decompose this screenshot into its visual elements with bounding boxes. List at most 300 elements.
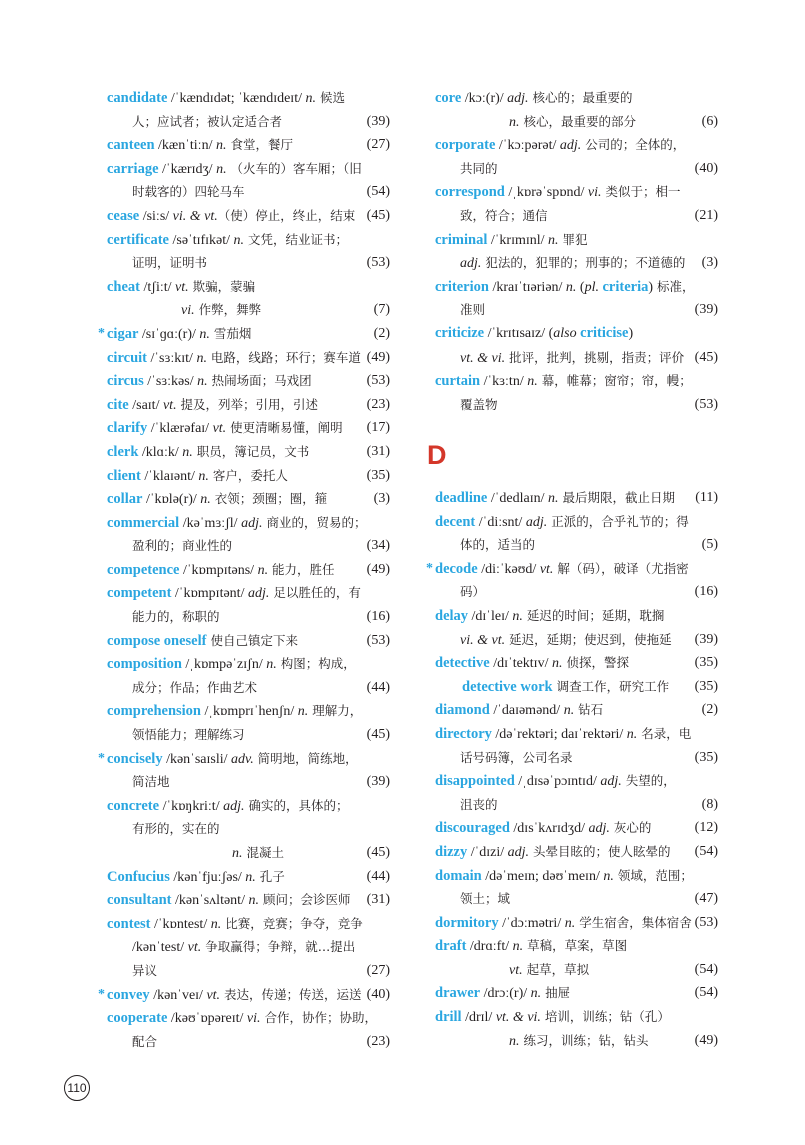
definition: 电路，线路；环行；赛车道 [206, 349, 361, 365]
headword: dizzy [435, 843, 468, 860]
part-of-speech: n. [626, 726, 638, 742]
unit-reference: (40) [694, 160, 718, 176]
headword: cease [107, 207, 140, 224]
headword: circus [107, 373, 144, 390]
entry-line [435, 346, 718, 370]
headword: domain [435, 867, 482, 884]
phonetic: /ˈdiːsnt/ [475, 514, 526, 530]
definition: 成分；作品；作曲艺术 [132, 679, 258, 695]
glossary-entry [435, 934, 718, 981]
entry-line [107, 369, 390, 393]
headword: curtain [435, 373, 481, 390]
part-of-speech: vi. & vt. [172, 208, 218, 224]
entry-line [435, 958, 718, 982]
glossary-entry [107, 511, 390, 558]
headword: commercial [107, 514, 180, 531]
headword: drawer [435, 985, 481, 1002]
part-of-speech: vi. [246, 1011, 261, 1027]
definition: 犯法的，犯罪的；刑事的；不道德的 [481, 255, 686, 271]
glossary-entry [107, 794, 390, 865]
star-marker: * [98, 325, 105, 341]
part-of-speech: adj. [460, 256, 482, 272]
definition: 使更清晰易懂，阐明 [226, 420, 343, 436]
headword: canteen [107, 137, 155, 154]
definition: 表达，传递；传送，运送 [220, 986, 362, 1002]
headword: delay [435, 607, 469, 624]
part-of-speech: n. [512, 608, 523, 624]
entry-line [435, 133, 718, 157]
definition: 能力的，称职的 [132, 609, 220, 625]
headword: concrete [107, 797, 160, 814]
glossary-entry [107, 487, 390, 511]
entry-line [435, 228, 718, 252]
part-of-speech: n. [527, 374, 538, 390]
part-of-speech: vt. [175, 279, 189, 295]
part-of-speech: adj. [247, 586, 270, 602]
glossary-entry [107, 912, 390, 983]
glossary-entry [426, 557, 718, 604]
unit-reference: (45) [366, 845, 390, 860]
headword: clarify [107, 420, 148, 437]
glossary-entry [435, 604, 718, 651]
phonetic: /dɪˈleɪ/ [468, 608, 513, 624]
unit-reference: (45) [694, 349, 718, 365]
glossary-entry [435, 510, 718, 557]
definition: 使自己镇定下来 [206, 632, 298, 648]
part-of-speech: adj. [507, 844, 530, 860]
glossary-entry [107, 629, 390, 653]
part-of-speech: n. [297, 704, 309, 720]
glossary-entry [107, 133, 390, 157]
phonetic: /dɪsˈkʌrɪdʒd/ [509, 821, 589, 837]
unit-reference: (40) [366, 986, 390, 1002]
definition: 批评，批判，挑剔，指责；评价 [505, 349, 685, 365]
headword: correspond [435, 184, 505, 201]
definition: 衣领；颈圈；圈，箍 [210, 491, 328, 507]
definition: 作弊，舞弊 [194, 302, 262, 318]
unit-reference: (35) [694, 678, 718, 694]
headword: diamond [435, 702, 490, 719]
entry-line [435, 816, 718, 840]
phonetic: /saɪt/ [128, 397, 163, 413]
definition: 致，符合；通信 [460, 207, 548, 223]
phonetic: /drɔː(r)/ [480, 986, 531, 1002]
headword: carriage [107, 160, 159, 177]
glossary-entry [107, 346, 390, 370]
unit-reference: (54) [694, 985, 718, 1001]
definition: 话号码簿，公司名录 [460, 749, 573, 765]
entry-line [107, 817, 390, 841]
headword: drill [435, 1009, 462, 1026]
headword: clerk [107, 443, 139, 460]
headword: cite [107, 396, 129, 413]
headword: criteria [602, 278, 649, 295]
headword: certificate [107, 231, 169, 248]
definition: 客户，委托人 [208, 467, 288, 483]
phonetic: /ˈkrɪmɪnl/ [487, 232, 549, 248]
phonetic: /ˌkɒmprɪˈhenʃn/ [201, 704, 298, 720]
definition: 头晕目眩的；使人眩晕的 [529, 843, 671, 859]
headword: core [435, 90, 462, 106]
entry-line [107, 416, 390, 440]
headword: corporate [435, 137, 496, 154]
part-of-speech: vt. [539, 561, 554, 577]
headword: comprehension [107, 703, 201, 720]
headword: discouraged [435, 820, 510, 837]
glossary-column-right-c [435, 86, 718, 416]
definition: 调查工作，研究工作 [552, 678, 670, 694]
unit-reference: (8) [701, 796, 718, 812]
definition: 幕，帷幕；窗帘；帘，幔； [537, 373, 692, 389]
phonetic: /dəˈmeɪn; dəʊˈmeɪn/ [481, 868, 604, 884]
headword: composition [107, 656, 182, 673]
unit-reference: (3) [701, 255, 718, 271]
unit-reference: (12) [694, 820, 718, 836]
headword: client [107, 467, 141, 484]
entry-line [435, 840, 718, 864]
entry-line [435, 746, 718, 770]
unit-reference: (2) [373, 325, 390, 341]
phonetic: /ˈkɒŋkriːt/ [159, 798, 224, 814]
glossary-entry [435, 816, 718, 840]
unit-reference: (54) [366, 184, 390, 200]
definition: 正派的，合乎礼节的；得 [547, 513, 689, 529]
headword: criticise [580, 324, 629, 341]
part-of-speech: also [553, 325, 577, 341]
definition: 热闹场面；马戏团 [207, 373, 312, 389]
definition: 侦探，警探 [562, 655, 629, 671]
glossary-column-right-d [426, 486, 718, 1052]
glossary-entry [107, 865, 390, 889]
entry-line [107, 959, 390, 983]
part-of-speech: n. [257, 562, 269, 578]
entry-line [107, 699, 390, 723]
headword: circuit [107, 349, 147, 366]
definition: 构图；构成， [276, 656, 356, 672]
entry-line [107, 511, 390, 535]
glossary-entry [107, 393, 390, 417]
part-of-speech: adj. [241, 515, 263, 531]
definition: 有形的，实在的 [132, 821, 220, 837]
phonetic: /ˌkɒmpəˈzɪʃn/ [181, 657, 267, 673]
entry-line [107, 605, 390, 629]
entry-line [435, 322, 718, 346]
definition: 食堂，餐厅 [226, 137, 293, 153]
definition: 核心，最重要的部分 [519, 113, 636, 129]
glossary-entry [107, 464, 390, 488]
definition: 名录，电 [637, 725, 692, 741]
phonetic: /drɑːft/ [466, 939, 513, 955]
part-of-speech: n. [603, 868, 614, 884]
unit-reference: (27) [366, 962, 390, 978]
headword: detective [435, 655, 490, 672]
part-of-speech: adj. [600, 774, 622, 790]
headword: criterion [435, 278, 489, 295]
phonetic: /kəʊˈɒpəreɪt/ [167, 1011, 247, 1027]
phonetic: /kənˈtest/ [132, 940, 188, 956]
unit-reference: (54) [694, 843, 718, 859]
unit-reference: (3) [373, 491, 390, 507]
entry-line [435, 1029, 718, 1053]
entry-line [435, 298, 718, 322]
definition: 足以胜任的，有 [269, 585, 361, 601]
entry-line [107, 1006, 390, 1030]
entry-line [107, 770, 390, 794]
definition: 混凝土 [242, 845, 284, 860]
unit-reference: (45) [366, 727, 390, 743]
part-of-speech: vi. [181, 303, 195, 319]
glossary-entry [435, 228, 718, 275]
phonetic: /klɑːk/ [138, 444, 183, 460]
glossary-entry [435, 180, 718, 227]
glossary-entry [107, 581, 390, 628]
phonetic: /kənˈsʌltənt/ [171, 893, 249, 909]
entry-line [435, 204, 718, 228]
phonetic: /ˈkærɪdʒ/ [158, 161, 217, 177]
unit-reference: (44) [366, 679, 390, 695]
phonetic: /ˈklaɪənt/ [140, 468, 199, 484]
definition: 领悟能力；理解练习 [132, 727, 245, 743]
part-of-speech: n. [565, 279, 577, 295]
part-of-speech: vt. [212, 421, 227, 437]
part-of-speech: n. [200, 492, 211, 508]
page-number: 110 [64, 1075, 90, 1101]
definition: 钻石 [574, 702, 604, 718]
part-of-speech: n. [266, 657, 277, 673]
part-of-speech: n. [512, 939, 524, 955]
phonetic: ( [576, 279, 585, 295]
definition: 盈利的；商业性的 [132, 538, 233, 554]
phonetic: /ˈdɪzi/ [467, 844, 508, 860]
entry-line [435, 533, 718, 557]
unit-reference: (35) [366, 467, 390, 483]
star-marker: * [98, 750, 105, 766]
phonetic: /diːˈkəʊd/ [477, 561, 540, 577]
headword: competence [107, 561, 180, 578]
phonetic: /ˈdɔːmətri/ [498, 915, 565, 931]
headword: concisely [107, 750, 163, 767]
headword: competent [107, 585, 172, 602]
part-of-speech: n. [509, 114, 520, 130]
definition: 人；应试者；被认定适合者 [132, 113, 283, 129]
entry-line [435, 110, 718, 134]
unit-reference: (44) [366, 868, 390, 884]
headword: cigar [107, 325, 139, 342]
part-of-speech: n. [216, 161, 227, 177]
phonetic: /dɪˈtektɪv/ [489, 656, 552, 672]
unit-reference: (53) [694, 396, 718, 412]
entry-line [107, 581, 390, 605]
unit-reference: (21) [694, 207, 718, 223]
unit-reference: (23) [366, 1033, 390, 1049]
phonetic: ) [648, 279, 654, 295]
entry-line [107, 275, 390, 299]
entry-line [435, 722, 718, 746]
phonetic: /ˈkɜːtn/ [480, 374, 528, 390]
definition: 欺骗，蒙骗 [188, 278, 256, 294]
phonetic: /ˈsɜːkɪt/ [147, 350, 197, 366]
glossary-entry [107, 1006, 390, 1053]
headword: detective work [462, 678, 553, 695]
entry-line [107, 346, 390, 370]
entry-line [107, 652, 390, 676]
part-of-speech: n. [530, 986, 542, 1002]
headword: consultant [107, 892, 172, 909]
glossary-entry [435, 133, 718, 180]
headword: draft [435, 938, 467, 955]
glossary-entry [98, 747, 390, 794]
unit-reference: (16) [366, 609, 390, 625]
definition: 草稿，草案，草图 [523, 938, 628, 954]
unit-reference: (49) [366, 561, 390, 577]
definition: 雪茄烟 [209, 325, 252, 341]
phonetic: /ˈkɒmpɪtəns/ [179, 562, 258, 578]
part-of-speech: n. [198, 468, 209, 484]
entry-line [435, 86, 718, 110]
part-of-speech: n. [233, 232, 245, 248]
definition: 领土；域 [460, 891, 511, 907]
headword: deadline [435, 490, 488, 506]
definition: 类似于；相一 [601, 184, 681, 200]
phonetic: /sɪˈɡɑː(r)/ [138, 326, 200, 342]
entry-line [435, 393, 718, 417]
phonetic: /kænˈtiːn/ [154, 138, 216, 154]
definition: 简洁地 [132, 774, 170, 790]
glossary-entry [107, 157, 390, 204]
headword: convey [107, 986, 150, 1003]
unit-reference: (6) [701, 113, 718, 129]
entry-line [107, 723, 390, 747]
definition: 标准， [653, 278, 695, 294]
entry-line [107, 534, 390, 558]
part-of-speech: vi. [587, 185, 602, 201]
entry-line [435, 486, 718, 510]
entry-line [107, 676, 390, 700]
unit-reference: (35) [694, 749, 718, 765]
unit-reference: (31) [366, 892, 390, 908]
unit-reference: (2) [701, 702, 718, 718]
definition: 公司的；全体的， [581, 137, 686, 153]
glossary-entry [435, 911, 718, 935]
glossary-entry [107, 440, 390, 464]
definition: 罪犯 [558, 231, 588, 247]
entry-line [435, 934, 718, 958]
definition: 延迟的时间；延期，耽搁 [522, 607, 665, 623]
entry-line [435, 864, 718, 888]
glossary-entry [435, 981, 718, 1005]
phonetic: /drɪl/ [461, 1010, 496, 1026]
part-of-speech: vt. [206, 987, 221, 1003]
phonetic: /ˈkrɪtɪsaɪz/ ( [484, 325, 554, 341]
definition: 争取赢得；争辩，就…提出 [201, 939, 356, 955]
part-of-speech: n. [182, 444, 193, 460]
entry-line [435, 769, 718, 793]
unit-reference: (45) [366, 207, 390, 223]
glossary-entry [107, 369, 390, 393]
headword: criticize [435, 324, 485, 341]
phonetic: /ˈkɔːpərət/ [495, 138, 560, 154]
glossary-entry [435, 369, 718, 416]
definition: 简明地，简练地， [253, 750, 358, 766]
definition: 异议 [132, 962, 158, 978]
entry-line [107, 180, 390, 204]
headword: cooperate [107, 1010, 168, 1027]
phonetic: /ˌkɒrəˈspɒnd/ [504, 185, 588, 201]
unit-reference: (34) [366, 538, 390, 554]
part-of-speech: n. [563, 703, 575, 719]
headword: criminal [435, 231, 488, 248]
entry-line [435, 651, 718, 675]
section-heading-d: D [427, 440, 447, 470]
headword: contest [107, 915, 151, 932]
glossary-entry [435, 86, 718, 133]
part-of-speech: n. [245, 869, 256, 885]
entry-line [107, 298, 390, 322]
entry-line [98, 322, 390, 346]
part-of-speech: adj. [223, 798, 245, 814]
phonetic: /kənˈveɪ/ [149, 987, 207, 1003]
definition: （火车的）客车厢；（旧 [226, 160, 362, 176]
definition: 顾问；会诊医师 [258, 892, 351, 908]
definition: 候选 [315, 90, 345, 105]
part-of-speech: vt. & vi. [460, 350, 506, 366]
part-of-speech: n. [210, 916, 222, 932]
glossary-entry [435, 322, 718, 369]
phonetic: /ˈkɒntest/ [150, 916, 211, 932]
part-of-speech: n. [509, 1033, 520, 1049]
phonetic: /ˈsɜːkəs/ [143, 374, 198, 390]
unit-reference: (5) [701, 537, 718, 553]
glossary-entry [435, 840, 718, 864]
phonetic: /ˈdedlaɪn/ [487, 491, 549, 506]
definition: 核心的；最重要的 [528, 90, 633, 105]
glossary-entry [435, 651, 718, 698]
part-of-speech: n. [196, 350, 207, 366]
unit-reference: (27) [366, 137, 390, 153]
part-of-speech: n. [197, 374, 208, 390]
entry-line [435, 510, 718, 534]
entry-line [107, 865, 390, 889]
star-marker: * [98, 986, 105, 1002]
part-of-speech: n. [248, 893, 259, 909]
entry-line [98, 983, 390, 1007]
definition: 码） [460, 584, 486, 600]
glossary-entry [107, 558, 390, 582]
phonetic: /kəˈmɜːʃl/ [179, 515, 242, 531]
phonetic: /siːs/ [139, 208, 173, 224]
definition: 配合 [132, 1033, 158, 1049]
definition: 孔子 [255, 868, 285, 884]
unit-reference: (53) [694, 914, 718, 930]
phonetic: /ˈklærəfaɪ/ [147, 421, 213, 437]
definition: 职员，簿记员，文书 [192, 443, 310, 459]
definition: 培训，训练；钻（孔） [540, 1009, 670, 1025]
definition: 学生宿舍，集体宿舍 [575, 914, 692, 930]
unit-reference: (53) [366, 632, 390, 648]
entry-line [107, 228, 390, 252]
entry-line [426, 557, 718, 581]
entry-line [107, 912, 390, 936]
phonetic: /kənˈfjuːʃəs/ [169, 869, 246, 885]
definition: 比赛，竞赛；争夺，竞争 [221, 915, 363, 931]
headword: decent [435, 513, 476, 530]
entry-line [435, 675, 718, 699]
glossary-entry [107, 699, 390, 746]
entry-line [107, 204, 390, 228]
entry-line [435, 911, 718, 935]
entry-line [107, 841, 390, 865]
entry-line [107, 464, 390, 488]
